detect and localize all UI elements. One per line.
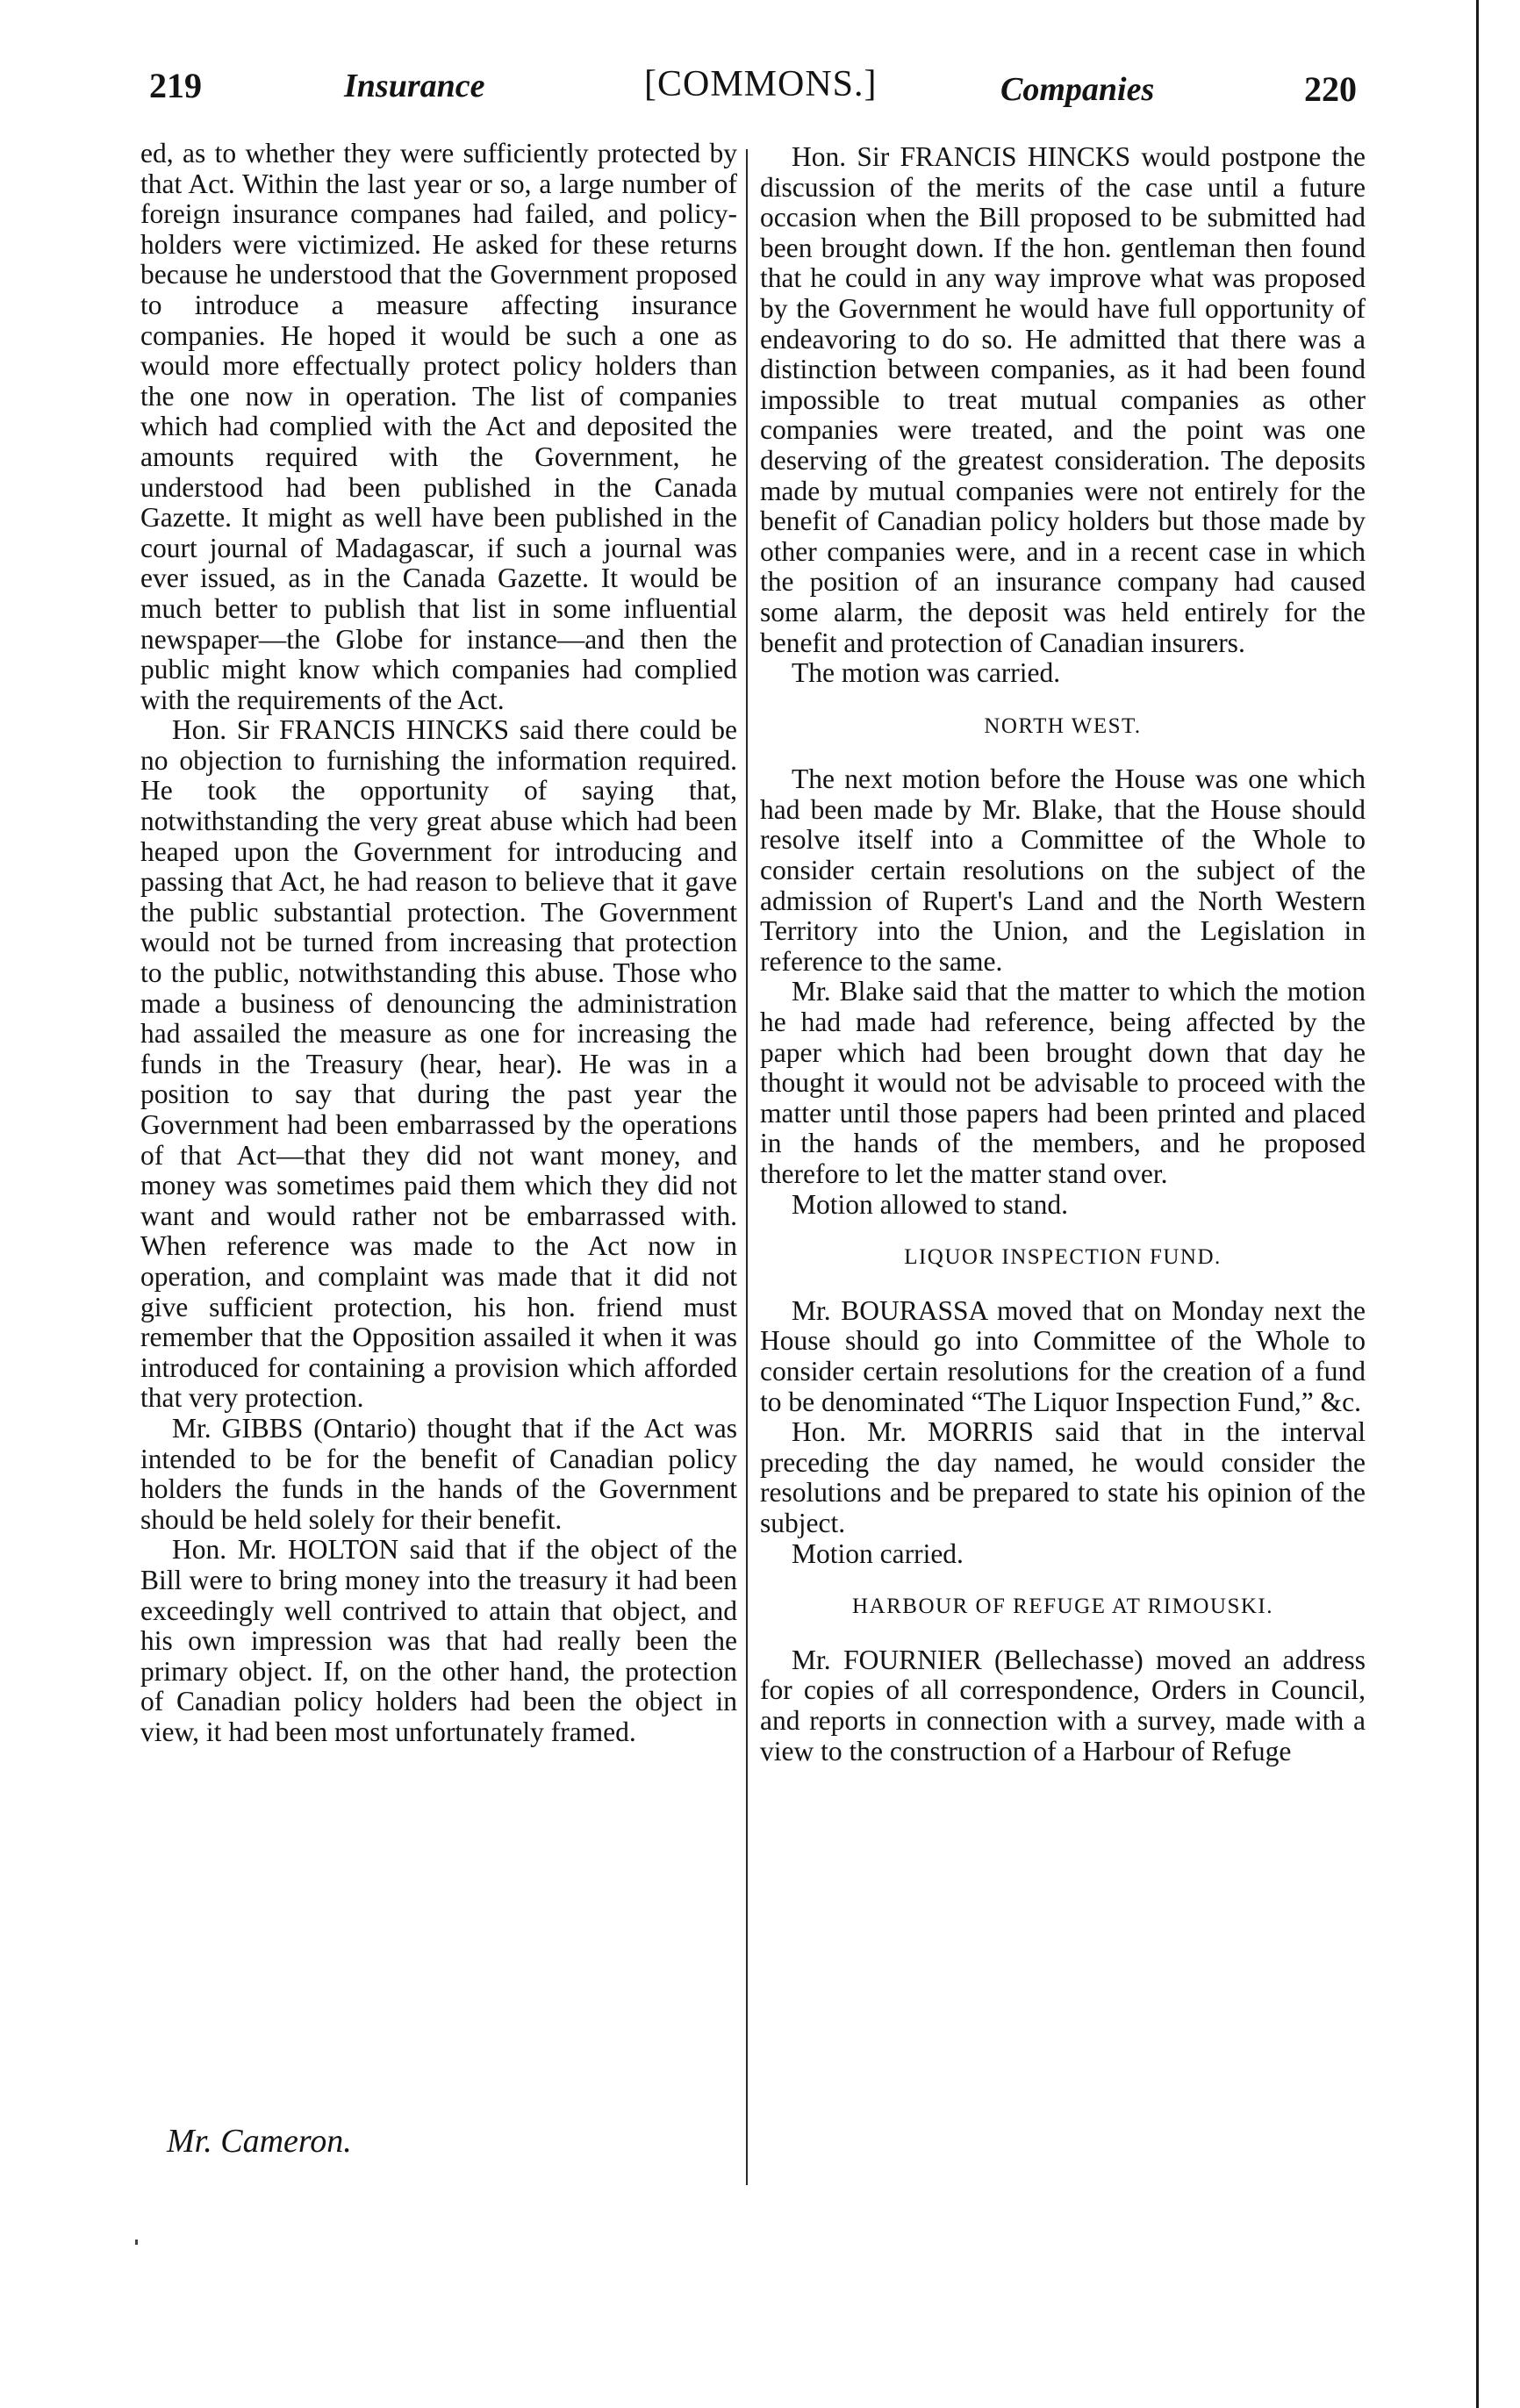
right-page-number: 220	[1304, 69, 1357, 109]
paragraph: Mr. Blake said that the matter to which the motion he had made had reference, being affected by the paper which had been brought down that day he thought it would not be advisable to proceed with the matter until those papers had been printed and placed in the hands of the members, and he proposed therefore to let the matter stand over.	[760, 976, 1366, 1189]
section-heading: HARBOUR OF REFUGE AT RIMOUSKI.	[851, 1595, 1274, 1619]
right-running-head: Companies	[1000, 71, 1155, 108]
center-running-head: [COMMONS.]	[644, 64, 878, 104]
paragraph: Hon. Sir FRANCIS HINCKS said there could be no objection to furnishing the information required. He took the opportunity of saying that, notwithstanding the very great abuse which had been heaped upon the Government for introducing and passing that Act, he had reason to believe that it gave the public substantial protection. The Government would not be turned from increasing that protection to the public, notwithstanding this abuse. Those who made a business of denouncing the administration had assailed the measure as one for increasing the funds in the Treasury (hear, hear). He was in a position to say that during the past year the Government had been embarrassed by the operations of that Act—that they did not want money, and money was sometimes paid them which they did not want and would rather not be embarrassed with. When reference was made to the Act now in operation, and complaint was made that it did not give sufficient protection, his hon. friend must remember that the Opposition assailed it when it was introduced for containing a provision which afforded that very protection.	[140, 714, 737, 1414]
column-divider	[746, 149, 748, 2185]
page-header	[140, 65, 1369, 135]
section-heading: LIQUOR INSPECTION FUND.	[904, 1245, 1222, 1270]
right-column	[760, 142, 1366, 1767]
left-running-head: Insurance	[344, 68, 485, 104]
paragraph: The motion was carried.	[792, 657, 1061, 689]
paragraph: Mr. BOURASSA moved that on Monday next the House should go into Committee of the Whole to consider certain resolutions for the creation of a fund to be denominated “The Liquor Inspection Fund,” &c.	[760, 1294, 1366, 1417]
paragraph: Motion allowed to stand.	[792, 1188, 1068, 1220]
section-heading: NORTH WEST.	[984, 713, 1142, 738]
paragraph: Mr. FOURNIER (Bellechasse) moved an address for copies of all correspondence, Orders in Council, and reports in connection with a survey, made with a view to the construction of a Harbour of Refuge	[760, 1644, 1366, 1767]
paragraph: Motion carried.	[792, 1537, 964, 1569]
left-column	[140, 139, 737, 1747]
paragraph: Hon. Sir FRANCIS HINCKS would postpone the discussion of the merits of the case until a future occasion when the Bill proposed to be submitted had been brought down. If the hon. gentleman then found that he could in any way improve what was proposed by the Government he would have full opportunity of endeavoring to do so. He admitted that there was a distinction between companies, as it had been found impossible to treat mutual companies as other companies were treated, and the point was one deserving of the greatest consideration. The deposits made by mutual companies were not entirely for the benefit of Canadian policy holders but those made by other companies were, and in a recent case in which the position of an insurance company had caused some alarm, the deposit was held entirely for the benefit and protection of Canadian insurers.	[760, 141, 1366, 658]
paragraph: Mr. GIBBS (Ontario) thought that if the Act was intended to be for the benefit of Canadian policy holders the funds in the hands of the Government should be held solely for their benefit.	[140, 1412, 737, 1535]
page-edge-rule	[1476, 0, 1479, 2408]
speaker-signature: Mr. Cameron.	[167, 2123, 352, 2160]
paragraph: ed, as to whether they were sufficiently protected by that Act. Within the last year or so, a large number of foreign insurance companes had failed, and policy-holders were victimized. He asked for these returns because he understood that the Government proposed to introduce a measure affecting insurance companies. He hoped it would be such a one as would more effectually protect policy holders than the one now in operation. The list of companies which had complied with the Act and deposited the amounts required with the Government, he understood had been published in the Canada Gazette. It might as well have been published in the court journal of Madagascar, if such a journal was ever issued, as in the Canada Gazette. It would be much better to publish that list in some influential newspaper—the Globe for instance—and then the public might know which companies had complied with the requirements of the Act.	[140, 138, 737, 715]
left-page-number: 219	[149, 66, 202, 105]
paragraph: Hon. Mr. HOLTON said that if the object of the Bill were to bring money into the treasury it had been exceedingly well contrived to attain that object, and his own impression was that had really been the primary object. If, on the other hand, the protection of Canadian policy holders had been the object in view, it had been most unfortunately framed.	[140, 1534, 737, 1747]
scan-speck	[135, 2240, 138, 2245]
paragraph: The next motion before the House was one which had been made by Mr. Blake, that the House should resolve itself into a Committee of the Whole to consider certain resolutions on the subject of the admission of Rupert's Land and the North Western Territory into the Union, and the Legislation in reference to the same.	[760, 763, 1366, 977]
paragraph: Hon. Mr. MORRIS said that in the interval preceding the day named, he would consider the resolutions and be prepared to state his opinion of the subject.	[760, 1416, 1366, 1538]
